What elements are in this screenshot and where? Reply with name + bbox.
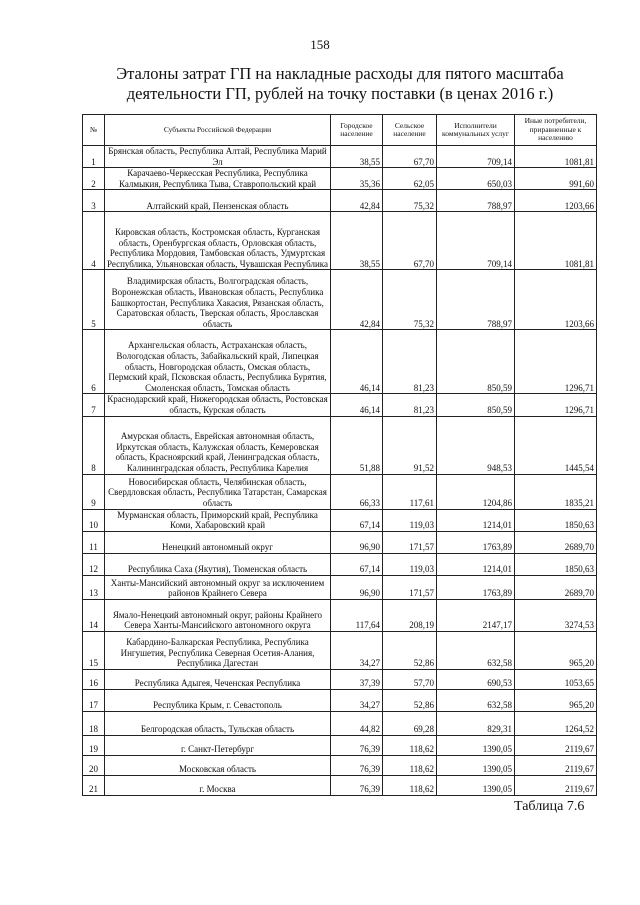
row-utilities-value: 2147,17 bbox=[437, 599, 515, 631]
table-row bbox=[83, 775, 597, 795]
table-row bbox=[83, 146, 597, 168]
row-subject: Алтайский край, Пензенская область bbox=[105, 190, 331, 212]
row-urban-value: 44,82 bbox=[331, 711, 383, 735]
row-rural-value: 118,62 bbox=[383, 775, 437, 795]
row-number: 6 bbox=[83, 330, 105, 394]
row-urban-value: 76,39 bbox=[331, 755, 383, 775]
row-rural-value: 118,62 bbox=[383, 755, 437, 775]
row-utilities-value: 1390,05 bbox=[437, 775, 515, 795]
row-utilities-value: 1390,05 bbox=[437, 755, 515, 775]
row-subject: Краснодарский край, Нижегородская область, Ростовская область, Курская область bbox=[105, 394, 331, 416]
row-urban-value: 37,39 bbox=[331, 669, 383, 689]
table-row bbox=[83, 416, 597, 474]
row-number: 7 bbox=[83, 394, 105, 416]
row-number: 15 bbox=[83, 631, 105, 669]
row-urban-value: 96,90 bbox=[331, 575, 383, 599]
row-rural-value: 117,61 bbox=[383, 474, 437, 509]
row-utilities-value: 650,03 bbox=[437, 168, 515, 190]
row-rural-value: 171,57 bbox=[383, 531, 437, 553]
table-row bbox=[83, 509, 597, 531]
row-other-value: 2689,70 bbox=[515, 575, 597, 599]
row-other-value: 1850,63 bbox=[515, 553, 597, 575]
row-other-value: 2689,70 bbox=[515, 531, 597, 553]
row-subject: Республика Саха (Якутия), Тюменская область bbox=[105, 553, 331, 575]
row-urban-value: 38,55 bbox=[331, 146, 383, 168]
row-subject: Ненецкий автономный округ bbox=[105, 531, 331, 553]
page-number: 158 bbox=[310, 37, 330, 52]
row-subject: Мурманская область, Приморский край, Республика Коми, Хабаровский край bbox=[105, 509, 331, 531]
row-other-value: 1203,66 bbox=[515, 270, 597, 330]
row-other-value: 1081,81 bbox=[515, 146, 597, 168]
header-utilities: Исполнители коммунальных услуг bbox=[437, 115, 515, 146]
table-row bbox=[83, 689, 597, 711]
row-utilities-value: 948,53 bbox=[437, 416, 515, 474]
row-utilities-value: 788,97 bbox=[437, 190, 515, 212]
row-number: 11 bbox=[83, 531, 105, 553]
row-other-value: 2119,67 bbox=[515, 755, 597, 775]
row-rural-value: 69,28 bbox=[383, 711, 437, 735]
row-number: 9 bbox=[83, 474, 105, 509]
row-number: 16 bbox=[83, 669, 105, 689]
header-urban: Городское население bbox=[331, 115, 383, 146]
header-num: № bbox=[83, 115, 105, 146]
row-number: 18 bbox=[83, 711, 105, 735]
row-utilities-value: 632,58 bbox=[437, 689, 515, 711]
table-row bbox=[83, 270, 597, 330]
row-subject: Республика Адыгея, Чеченская Республика bbox=[105, 669, 331, 689]
row-urban-value: 35,36 bbox=[331, 168, 383, 190]
row-subject: Карачаево-Черкесская Республика, Республика Калмыкия, Республика Тыва, Ставропольский край bbox=[105, 168, 331, 190]
table-caption: Таблица 7.6 bbox=[514, 799, 585, 814]
row-rural-value: 119,03 bbox=[383, 553, 437, 575]
row-utilities-value: 709,14 bbox=[437, 146, 515, 168]
table-header-row bbox=[83, 115, 597, 146]
row-other-value: 2119,67 bbox=[515, 775, 597, 795]
row-rural-value: 52,86 bbox=[383, 631, 437, 669]
header-rural: Сельское население bbox=[383, 115, 437, 146]
row-utilities-value: 1214,01 bbox=[437, 553, 515, 575]
row-number: 12 bbox=[83, 553, 105, 575]
row-utilities-value: 850,59 bbox=[437, 330, 515, 394]
row-other-value: 1445,54 bbox=[515, 416, 597, 474]
row-other-value: 1081,81 bbox=[515, 212, 597, 270]
row-rural-value: 81,23 bbox=[383, 330, 437, 394]
row-urban-value: 34,27 bbox=[331, 689, 383, 711]
row-other-value: 1835,21 bbox=[515, 474, 597, 509]
table-row bbox=[83, 755, 597, 775]
row-utilities-value: 632,58 bbox=[437, 631, 515, 669]
row-number: 17 bbox=[83, 689, 105, 711]
row-subject: Владимирская область, Волгоградская область, Воронежская область, Ивановская область, Республика Башкортостан, Республика Хакасия, Рязанская область, Саратовская область, Тверская область, Ярославская область bbox=[105, 270, 331, 330]
document-title bbox=[110, 64, 570, 104]
row-number: 21 bbox=[83, 775, 105, 795]
row-other-value: 1264,52 bbox=[515, 711, 597, 735]
row-urban-value: 42,84 bbox=[331, 270, 383, 330]
header-other: Иные потребители, приравненные к населению bbox=[515, 115, 597, 146]
row-utilities-value: 850,59 bbox=[437, 394, 515, 416]
row-utilities-value: 1390,05 bbox=[437, 735, 515, 755]
row-urban-value: 67,14 bbox=[331, 553, 383, 575]
row-urban-value: 42,84 bbox=[331, 190, 383, 212]
row-rural-value: 67,70 bbox=[383, 146, 437, 168]
row-utilities-value: 1763,89 bbox=[437, 575, 515, 599]
table-row bbox=[83, 599, 597, 631]
row-rural-value: 52,86 bbox=[383, 689, 437, 711]
row-subject: г. Санкт-Петербург bbox=[105, 735, 331, 755]
title-line-2: деятельности ГП, рублей на точку поставки (в ценах 2016 г.) bbox=[126, 84, 554, 103]
row-rural-value: 67,70 bbox=[383, 212, 437, 270]
row-number: 13 bbox=[83, 575, 105, 599]
row-number: 1 bbox=[83, 146, 105, 168]
row-utilities-value: 709,14 bbox=[437, 212, 515, 270]
row-subject: Ямало-Ненецкий автономный округ, районы Крайнего Севера Ханты-Мансийского автономного округа bbox=[105, 599, 331, 631]
table-row bbox=[83, 575, 597, 599]
row-subject: Московская область bbox=[105, 755, 331, 775]
row-number: 2 bbox=[83, 168, 105, 190]
row-utilities-value: 1763,89 bbox=[437, 531, 515, 553]
row-rural-value: 118,62 bbox=[383, 735, 437, 755]
row-other-value: 1296,71 bbox=[515, 330, 597, 394]
row-rural-value: 75,32 bbox=[383, 190, 437, 212]
table-row bbox=[83, 330, 597, 394]
row-rural-value: 75,32 bbox=[383, 270, 437, 330]
row-other-value: 1850,63 bbox=[515, 509, 597, 531]
row-subject: Республика Крым, г. Севастополь bbox=[105, 689, 331, 711]
row-other-value: 1203,66 bbox=[515, 190, 597, 212]
row-urban-value: 117,64 bbox=[331, 599, 383, 631]
row-urban-value: 38,55 bbox=[331, 212, 383, 270]
row-subject: Брянская область, Республика Алтай, Республика Марий Эл bbox=[105, 146, 331, 168]
table-body bbox=[83, 146, 597, 796]
row-rural-value: 208,19 bbox=[383, 599, 437, 631]
row-number: 14 bbox=[83, 599, 105, 631]
row-other-value: 2119,67 bbox=[515, 735, 597, 755]
row-urban-value: 67,14 bbox=[331, 509, 383, 531]
row-number: 10 bbox=[83, 509, 105, 531]
row-subject: Ханты-Мансийский автономный округ за исключением районов Крайнего Севера bbox=[105, 575, 331, 599]
row-other-value: 1296,71 bbox=[515, 394, 597, 416]
row-urban-value: 76,39 bbox=[331, 775, 383, 795]
row-rural-value: 119,03 bbox=[383, 509, 437, 531]
row-utilities-value: 1204,86 bbox=[437, 474, 515, 509]
row-urban-value: 51,88 bbox=[331, 416, 383, 474]
table-row bbox=[83, 190, 597, 212]
row-other-value: 1053,65 bbox=[515, 669, 597, 689]
row-urban-value: 46,14 bbox=[331, 330, 383, 394]
row-rural-value: 57,70 bbox=[383, 669, 437, 689]
row-rural-value: 91,52 bbox=[383, 416, 437, 474]
table-row bbox=[83, 735, 597, 755]
row-other-value: 965,20 bbox=[515, 689, 597, 711]
row-utilities-value: 690,53 bbox=[437, 669, 515, 689]
table-row bbox=[83, 669, 597, 689]
row-number: 3 bbox=[83, 190, 105, 212]
row-urban-value: 34,27 bbox=[331, 631, 383, 669]
row-urban-value: 66,33 bbox=[331, 474, 383, 509]
row-urban-value: 76,39 bbox=[331, 735, 383, 755]
row-subject: г. Москва bbox=[105, 775, 331, 795]
table-row bbox=[83, 531, 597, 553]
table-row bbox=[83, 168, 597, 190]
row-number: 4 bbox=[83, 212, 105, 270]
header-subject: Субъекты Российской Федерации bbox=[105, 115, 331, 146]
table-row bbox=[83, 474, 597, 509]
table-row bbox=[83, 553, 597, 575]
row-utilities-value: 829,31 bbox=[437, 711, 515, 735]
row-other-value: 3274,53 bbox=[515, 599, 597, 631]
row-rural-value: 62,05 bbox=[383, 168, 437, 190]
row-utilities-value: 788,97 bbox=[437, 270, 515, 330]
row-urban-value: 46,14 bbox=[331, 394, 383, 416]
title-line-1: Эталоны затрат ГП на накладные расходы для пятого масштаба bbox=[116, 64, 564, 83]
table-row bbox=[83, 711, 597, 735]
overhead-cost-table bbox=[82, 114, 597, 796]
row-subject: Архангельская область, Астраханская область, Вологодская область, Забайкальский край, Липецкая область, Новгородская область, Омская область, Пермский край, Псковская область, Республика Бурятия, Смоленская область, Томская область bbox=[105, 330, 331, 394]
row-subject: Кабардино-Балкарская Республика, Республика Ингушетия, Республика Северная Осетия-Алания, Республика Дагестан bbox=[105, 631, 331, 669]
table-row bbox=[83, 394, 597, 416]
row-number: 20 bbox=[83, 755, 105, 775]
row-number: 19 bbox=[83, 735, 105, 755]
row-rural-value: 81,23 bbox=[383, 394, 437, 416]
table-row bbox=[83, 631, 597, 669]
table-row bbox=[83, 212, 597, 270]
row-number: 5 bbox=[83, 270, 105, 330]
row-other-value: 991,60 bbox=[515, 168, 597, 190]
row-urban-value: 96,90 bbox=[331, 531, 383, 553]
row-subject: Кировская область, Костромская область, Курганская область, Оренбургская область, Орловская область, Республика Мордовия, Тамбовская область, Удмуртская Республика, Ульяновская область, Чувашская Республика bbox=[105, 212, 331, 270]
row-number: 8 bbox=[83, 416, 105, 474]
row-subject: Амурская область, Еврейская автономная область, Иркутская область, Калужская область, Кемеровская область, Красноярский край, Ленинградская область, Калининградская область, Республика Карелия bbox=[105, 416, 331, 474]
row-other-value: 965,20 bbox=[515, 631, 597, 669]
row-subject: Новосибирская область, Челябинская область, Свердловская область, Республика Татарстан, Самарская область bbox=[105, 474, 331, 509]
row-subject: Белгородская область, Тульская область bbox=[105, 711, 331, 735]
row-utilities-value: 1214,01 bbox=[437, 509, 515, 531]
row-rural-value: 171,57 bbox=[383, 575, 437, 599]
